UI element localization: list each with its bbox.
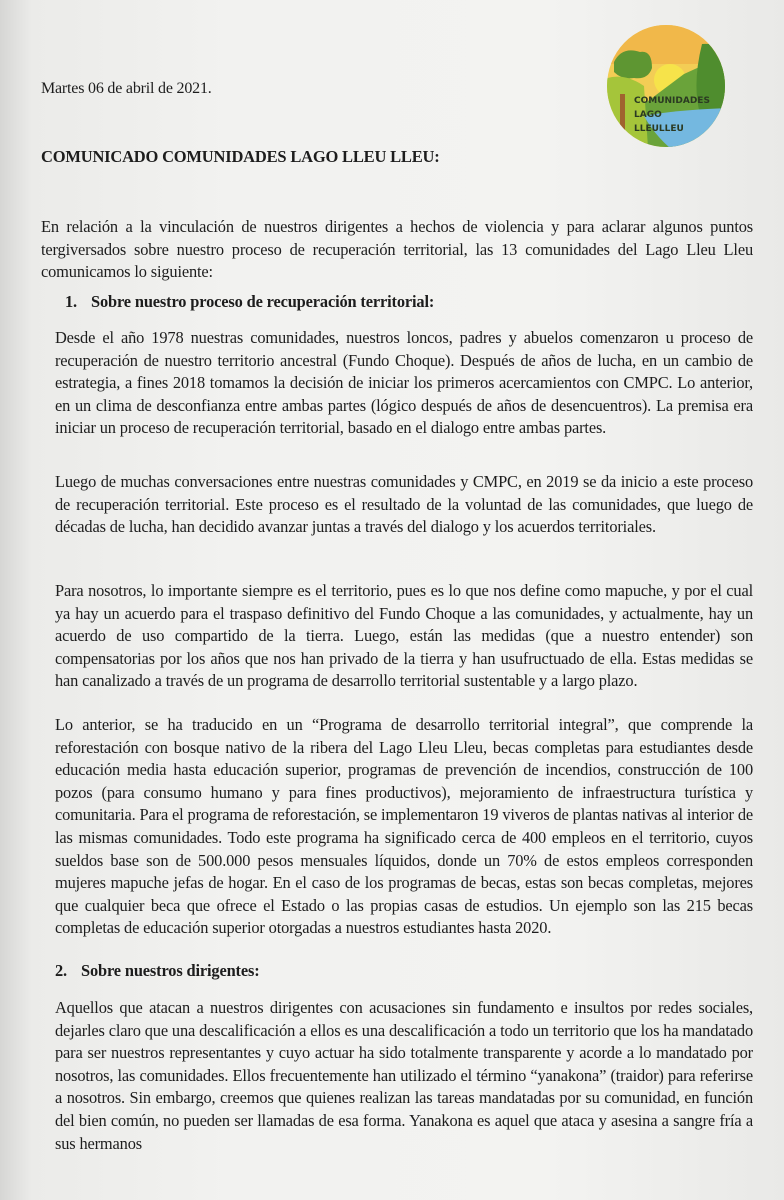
section-number: 1. [65,292,77,311]
intro-paragraph: En relación a la vinculación de nuestros dirigentes a hechos de violencia y para aclarar algunos puntos tergiversados sobre nuestro proceso de recuperación territorial, las 13 comunidades del Lago Lleu Lleu comunicamos lo siguiente: [41,217,753,282]
logo-text-line: COMUNIDADES [634,96,710,106]
body-paragraph: Luego de muchas conversaciones entre nuestras comunidades y CMPC, en 2019 se da inicio a este proceso de recuperación territorial. Este proceso es el resultado de la voluntad de las comunidades, que luego de décadas de lucha, han decidido avanzar juntas a través del dialogo y los acuerdos territoriales. [55,472,753,537]
section-number: 2. [55,961,67,980]
body-paragraph: Aquellos que atacan a nuestros dirigentes con acusaciones sin fundamento e insultos por redes sociales, dejarles claro que una descalificación a ellos es una descalificación a todo un territorio que los ha mandatado para ser nuestros representantes y cuyo actuar ha sido totalmente transparente y acorde a lo mandatado por nosotros, las comunidades. Ellos frecuentemente han utilizado el término “yanakona” (traidor) para referirse a nosotros. Sin embargo, creemos que quienes realizan las tareas mandatadas por su comunidad, en función del bien común, no pueden ser llamadas de esa forma. Yanakona es aquel que ataca y asesina a sangre fría a sus hermanos [55,998,753,1153]
body-paragraph: Para nosotros, lo importante siempre es el territorio, pues es lo que nos define como mapuche, y por el cual ya hay un acuerdo para el traspaso definitivo del Fundo Choque a las comunidades, y actualmente, hay un acuerdo de uso compartido de la tierra. Luego, están las medidas (que a nuestro entender) son compensatorias por los años que nos han privado de la tierra y han usufructuado de ella. Estas medidas se han canalizado a través de un programa de desarrollo territorial sustentable y a largo plazo. [55,581,753,691]
tree-left-shape [614,50,652,78]
section-heading-text: Sobre nuestro proceso de recuperación territorial: [91,292,435,311]
logo-text-line: LAGO [634,110,662,120]
staff-shape [620,94,625,140]
comunidades-lago-lleulleu-logo [604,24,728,148]
section-heading-text: Sobre nuestros dirigentes: [81,961,260,980]
logo-text-line: LLEULLEU [634,124,684,134]
body-paragraph: Lo anterior, se ha traducido en un “Programa de desarrollo territorial integral”, que comprende la reforestación con bosque nativo de la ribera del Lago Lleu Lleu, becas completas para estudiantes desde educación media hasta educación superior, programas de prevención de incendios, construcción de 100 pozos (para consumo humano y para fines productivos), mejoramiento de infraestructura turística y comunitaria. Para el programa de reforestación, se implementaron 19 viveros de plantas nativas al interior de las mismas comunidades. Todo este programa ha significado cerca de 400 empleos en el territorio, cuyos sueldos base son de 500.000 pesos mensuales líquidos, donde un 70% de estos empleos corresponden mujeres mapuche jefas de hogar. En el caso de los programas de becas, estas son becas completas, mejores que cualquier beca que ofrece el Estado o las propias casas de estudios. Un ejemplo son las 215 becas completas de educación superior otorgadas a nuestros estudiantes hasta 2020. [55,715,753,938]
document-title: COMUNICADO COMUNIDADES LAGO LLEU LLEU: [41,147,440,166]
section-heading [55,961,260,981]
body-paragraph: Desde el año 1978 nuestras comunidades, nuestros loncos, padres y abuelos comenzaron u proceso de recuperación de nuestro territorio ancestral (Fundo Choque). Después de años de lucha, en un cambio de estrategia, a fines 2018 tomamos la decisión de iniciar los primeros acercamientos con CMPC. Lo anterior, en un clima de desconfianza entre ambas partes (lógico después de años de desencuentros). La premisa era iniciar un proceso de recuperación territorial, basado en el dialogo entre ambas partes. [55,328,753,438]
document-date: Martes 06 de abril de 2021. [41,80,212,97]
section-heading [65,292,434,312]
